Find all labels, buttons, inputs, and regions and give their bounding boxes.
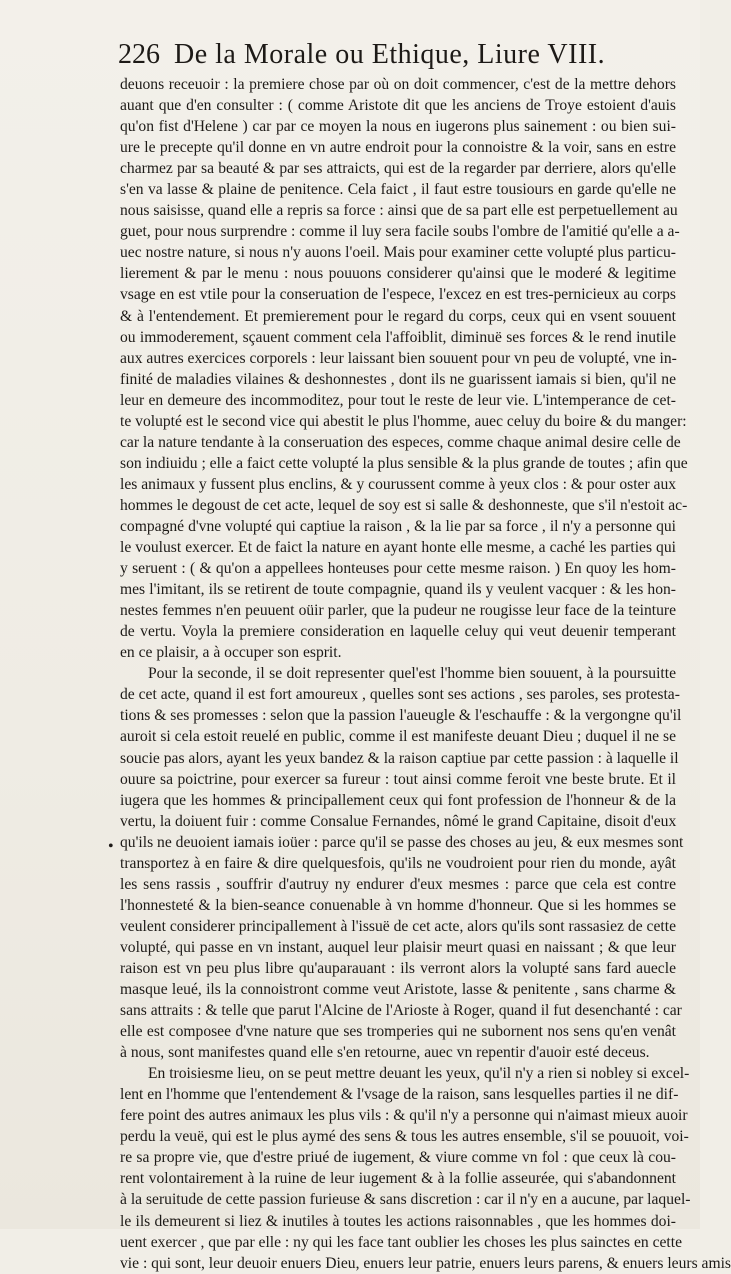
paragraph-start-line: En troisiesme lieu, on se peut mettre deuant les yeux, qu'il n'y a rien si nobley si excel-	[148, 1065, 690, 1083]
text-line: nous saisisse, quand elle a repris sa force : ainsi que de sa part elle est perpetuellement au	[120, 202, 678, 220]
text-line: tions & ses promesses : selon que la passion l'aueugle & l'eschauffe : & la vergongne qu'il	[120, 707, 682, 725]
running-title: De la Morale ou Ethique, Liure VIII.	[174, 39, 606, 70]
text-line: deuons receuoir : la premiere chose par où on doit commencer, c'est de la mettre dehors	[120, 76, 676, 93]
text-line: l'honnesteté & la bien-seance conuenable à vn homme d'honneur. Que si les hommes se	[120, 896, 676, 914]
text-line: raison est vn peu plus libre qu'auparauant : ils verront alors la volupté sans fard auecle	[120, 959, 676, 977]
text-line: hommes le degoust de cet acte, lequel de soy est si salle & deshonneste, que s'il n'estoit ac-	[120, 496, 688, 514]
text-line: perdu la veuë, qui est le plus aymé des sens & tous les autres ensemble, s'il se pouuoit, voi-	[120, 1128, 689, 1146]
text-line: ure le precepte qu'il donne en vn autre endroit pour la connoistre & la voir, sans en estre	[120, 139, 676, 157]
text-line: finité de maladies vilaines & deshonnestes , dont ils ne guarissent iamais si bien, qu'il ne	[120, 370, 676, 388]
text-line: de vertu. Voyla la premiere consideration en laquelle celuy qui veut deuenir temperant	[120, 623, 676, 641]
text-line: elle est composee d'vne nature que ses tromperies qui ne subornent nos sens qu'en venât	[120, 1023, 676, 1041]
text-line: masque leué, ils la connoistront comme veut Aristote, lasse & penitente , sans charme &	[120, 981, 676, 999]
text-line: lent en l'homme que l'entendement & l'vsage de la raison, sans lesquelles parties il ne dif-	[120, 1086, 679, 1104]
text-line: son indiuidu ; elle a faict cette volupté la plus sensible & la plus grande de toutes ; afin que	[120, 454, 688, 472]
text-line: aux autres exercices corporels : leur laissant bien souuent pour vn peu de volupté, vne in-	[120, 349, 677, 367]
paragraph-start-line: Pour la seconde, il se doit representer quel'est l'homme bien souuent, à la poursuitte	[148, 665, 676, 683]
text-line: ouure sa poictrine, pour exercer sa fureur : tout ainsi comme feroit vne beste brute. Et il	[120, 770, 676, 788]
text-line: y seruent : ( & qu'on a appellees honteuses pour cette mesme raison. ) En quoy les hom-	[120, 560, 676, 578]
text-line: vie : qui sont, leur deuoir enuers Dieu, enuers leur patrie, enuers leurs parens, & enuers leurs amis	[120, 1254, 731, 1272]
text-line: ou immoderement, sçauent comment cela l'affoiblit, diminuë ses forces & le rend inutile	[120, 328, 676, 346]
text-line: les sens rassis , souffrir d'autruy ny endurer d'eux mesmes : parce que cela est contre	[120, 875, 676, 893]
text-line: le voulust exercer. Et de faict la nature en ayant honte elle mesme, a caché les parties qui	[120, 539, 676, 557]
text-line: volupté, qui passe en vn instant, auquel leur plaisir meurt quasi en naissant ; & que leur	[120, 938, 676, 956]
text-line: & à l'entendement. Et premierement pour le regard du corps, ceux qui en vsent souuent	[120, 307, 676, 325]
text-line: rent volontairement à la ruine de leur iugement & à la follie asseurée, qui s'abandonnent	[120, 1170, 676, 1188]
text-line: veulent considerer principallement à l'issuë de cet acte, alors qu'ils sont rassasiez de cette	[120, 917, 676, 935]
body-text	[120, 74, 731, 1274]
text-line: te volupté est le second vice qui abestit le plus l'homme, auec celuy du boire & du manger:	[120, 412, 687, 430]
text-line: à nous, sont manifestes quand elle s'en retourne, auec vn repentir d'auoir esté deceus.	[120, 1044, 650, 1062]
text-line: qu'on fist d'Helene ) car par ce moyen la nous en iugerons plus sainement : ou bien sui-	[120, 118, 676, 136]
text-line: re sa propre vie, que d'estre priué de iugement, & viure comme vn fol : que ceux là cou-	[120, 1149, 676, 1167]
text-line: nestes femmes n'en peuuent oüir parler, que la pudeur ne rougisse leur face de la teinture	[120, 602, 676, 620]
page-header	[118, 38, 678, 72]
text-line: vsage en est vtile pour la conseruation de l'espece, l'excez en est tres-pernicieux au corps	[120, 286, 676, 304]
text-line: compagné d'vne volupté qui captiue la raison , & la lie par sa force , il n'y a personne qui	[120, 517, 676, 535]
text-line: à la seruitude de cette passion furieuse & sans discretion : car il n'y en a aucune, par laquel-	[120, 1191, 691, 1209]
text-line: uec nostre nature, si nous n'y auons l'oeil. Mais pour examiner cette volupté plus particu-	[120, 244, 676, 262]
text-line: le ils demeurent si liez & inutiles à toutes les actions raisonnables , que les hommes doi-	[120, 1212, 676, 1230]
text-line: fere point des autres animaux les plus vils : & qu'il n'y a personne qui n'aimast mieux auoir	[120, 1107, 688, 1125]
text-line: car la nature tendante à la conseruation des especes, comme chaque animal desire celle de	[120, 433, 681, 451]
text-line: leur en demeure des incommoditez, pour tout le reste de leur vie. L'intemperance de cet-	[120, 391, 676, 409]
text-line: transportez à en faire & dire quelquesfois, qu'ils ne voudroient pour rien du monde, ayât	[120, 854, 676, 872]
text-line: s'en va lasse & plaine de penitence. Cela faict , il faut estre tousiours en garde qu'elle ne	[120, 181, 676, 199]
text-line: les animaux y fussent plus enclins, & y courussent comme à yeux clos : & pour oster aux	[120, 475, 677, 493]
text-line: guet, pour nous surprendre : comme il luy sera facile soubs l'ombre de l'amitié qu'elle a a-	[120, 223, 680, 241]
text-line: soucie pas alors, ayant les yeux bandez & la raison captiue par cette passion : à laquelle il	[120, 749, 679, 767]
text-line: lierement & par le menu : nous pouuons considerer qu'ainsi que le moderé & legitime	[120, 265, 676, 283]
text-line: charmez par sa beauté & par ses attraicts, qui est de la regarder par derriere, alors qu'elle	[120, 160, 676, 178]
text-line: sans attraits : & telle que parut l'Alcine de l'Arioste à Roger, quand il fut desenchanté : car	[120, 1002, 682, 1020]
text-line: en ce plaisir, a à occuper son esprit.	[120, 644, 342, 662]
text-line: auant que d'en consulter : ( comme Aristote dit que les anciens de Troye estoient d'auis	[120, 97, 676, 115]
margin-mark: •	[108, 838, 114, 855]
text-line: uent exercer , que par elle : ny qui les face tant oublier les choses les plus sainctes en cette	[120, 1233, 683, 1251]
page-number: 226	[118, 39, 160, 70]
text-line: mes l'imitant, ils se retirent de toute compagnie, quand ils y veulent vacquer : & les hon-	[120, 581, 676, 599]
text-line: vertu, la doiuent fuir : comme Consalue Fernandes, nômé le grand Capitaine, disoit d'eux	[120, 812, 677, 830]
text-line: de cet acte, quand il est fort amoureux , quelles sont ses actions , ses paroles, ses protesta-	[120, 686, 680, 704]
text-line: iugera que les hommes & principallement ceux qui font profession de l'honneur & de la	[120, 791, 676, 809]
text-line: auroit si cela estoit reuelé en public, comme il est manifeste deuant Dieu ; duquel il ne se	[120, 728, 676, 746]
text-line: qu'ils ne deuoient iamais ioüer : parce qu'il se passe des choses au jeu, & eux mesmes sont	[120, 833, 684, 851]
